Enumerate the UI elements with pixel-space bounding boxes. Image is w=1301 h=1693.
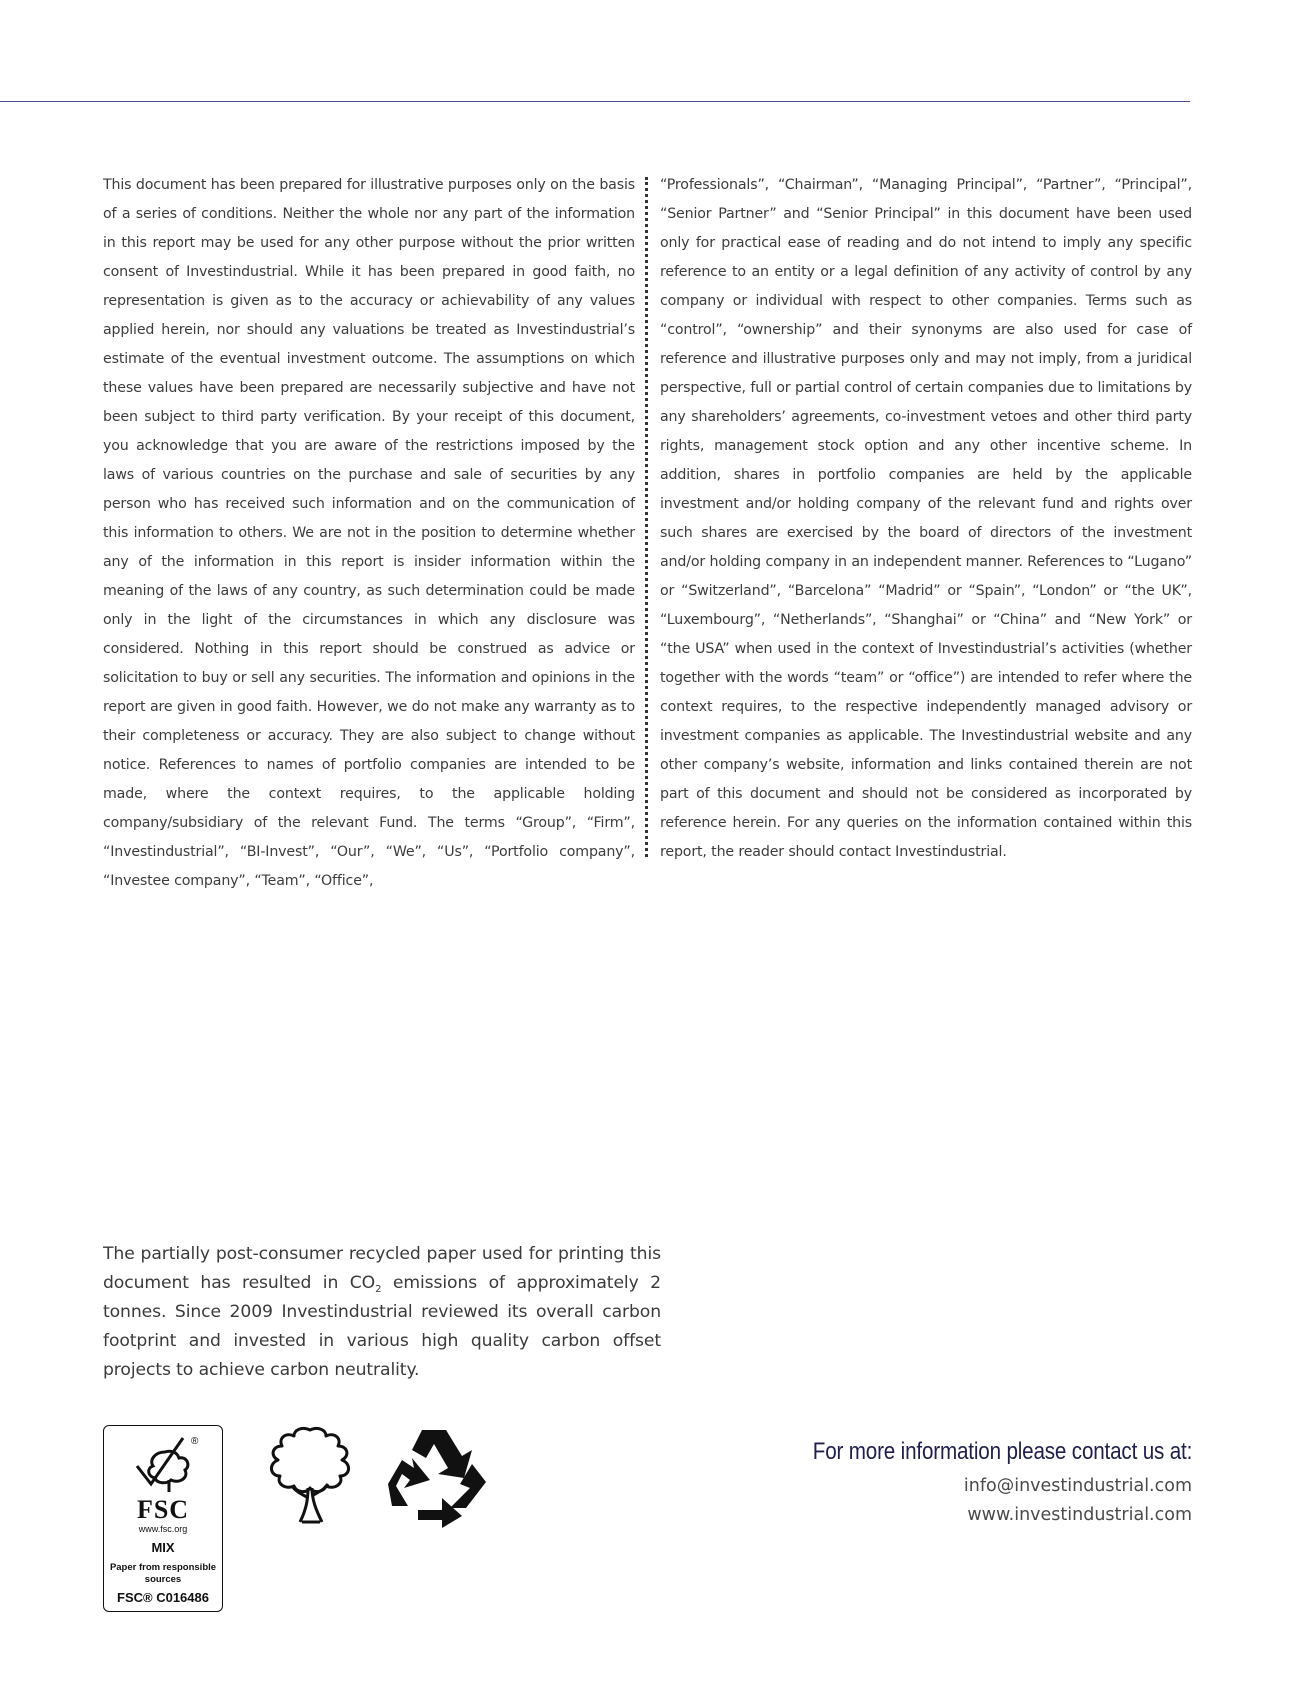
recycled-text-before: The partially post-consumer recycled paper used for printing this document has resulted in CO xyxy=(103,1244,661,1293)
svg-text:®: ® xyxy=(191,1436,199,1447)
contact-email-link[interactable]: info@investindustrial.com xyxy=(963,1476,1192,1496)
fsc-tree-checkmark-icon xyxy=(125,1432,203,1496)
recycle-icon xyxy=(382,1424,492,1528)
fsc-license-code: FSC® C016486 xyxy=(117,1590,209,1605)
fsc-website: www.fsc.org xyxy=(138,1524,188,1534)
fsc-mix-label: MIX xyxy=(151,1540,175,1555)
contact-heading: For more information please contact us at: xyxy=(812,1438,1192,1465)
fsc-paper-source: Paper from responsible sources xyxy=(109,1562,217,1585)
fsc-logo xyxy=(103,1425,223,1612)
column-divider xyxy=(645,177,648,857)
header-rule xyxy=(0,101,1190,102)
fsc-wordmark: FSC xyxy=(136,1495,190,1524)
co2-subscript: 2 xyxy=(375,1284,382,1295)
recycled-paper-statement xyxy=(103,1240,661,1385)
contact-website-link[interactable]: www.investindustrial.com xyxy=(967,1505,1192,1525)
tree-icon xyxy=(262,1424,358,1528)
recycled-text-after: emissions of approximately 2 tonnes. Since 2009 Investindustrial reviewed its overall carbon footprint and invested in various high quality carbon offset projects to achieve carbon neutrality. xyxy=(103,1273,661,1380)
disclaimer-right-column: “Professionals”, “Chairman”, “Managing Principal”, “Partner”, “Principal”, “Senior Partner” and “Senior Principal” in this document have been used only for practical ease of reading and do not intend to imply any specific reference to an entity or a legal definition of any activity of control by any company or individual with respect to other companies. Terms such as “control”, “ownership” and their synonyms are also used for case of reference and illustrative purposes only and may not imply, from a juridical perspective, full or partial control of certain companies due to limitations by any shareholders’ agreements, co-investment vetoes and other third party rights, management stock option and any other incentive scheme. In addition, shares in portfolio companies are held by the applicable investment and/or holding company of the relevant fund and rights over such shares are exercised by the board of directors of the investment and/or holding company in an independent manner. References to “Lugano” or “Switzerland”, “Barcelona” “Madrid” or “Spain”, “London” or “the UK”, “Luxembourg”, “Netherlands”, “Shanghai” or “China” and “New York” or “the USA” when used in the context of Investindustrial’s activities (whether together with the words “team” or “office”) are intended to refer where the context requires, to the respective independently managed advisory or investment companies as applicable. The Investindustrial website and any other company’s website, information and links contained therein are not part of this document and should not be considered as incorporated by reference herein. For any queries on the information contained within this report, the reader should contact Investindustrial. xyxy=(660,177,1192,860)
disclaimer-left-column: This document has been prepared for illustrative purposes only on the basis of a series of conditions. Neither the whole nor any part of the information in this report may be used for any other purpose without the prior written consent of Investindustrial. While it has been prepared in good faith, no representation is given as to the accuracy or achievability of any values applied herein, nor should any valuations be treated as Investindustrial’s estimate of the eventual investment outcome. The assumptions on which these values have been prepared are necessarily subjective and have not been subject to third party verification. By your receipt of this document, you acknowledge that you are aware of the restrictions imposed by the laws of various countries on the purchase and sale of securities by any person who has received such information and on the communication of this information to others. We are not in the position to determine whether any of the information in this report is insider information within the meaning of the laws of any country, as such determination could be made only in the light of the circumstances in which any disclosure was considered. Nothing in this report should be construed as advice or solicitation to buy or sell any securities. The information and opinions in the report are given in good faith. However, we do not make any warranty as to their completeness or accuracy. They are also subject to change without notice. References to names of portfolio companies are intended to be made, where the context requires, to the applicable holding company/subsidiary of the relevant Fund. The terms “Group”, “Firm”, “Investindustrial”, “BI-Invest”, “Our”, “We”, “Us”, “Portfolio company”, “Investee company”, “Team”, “Office”, xyxy=(103,177,635,889)
